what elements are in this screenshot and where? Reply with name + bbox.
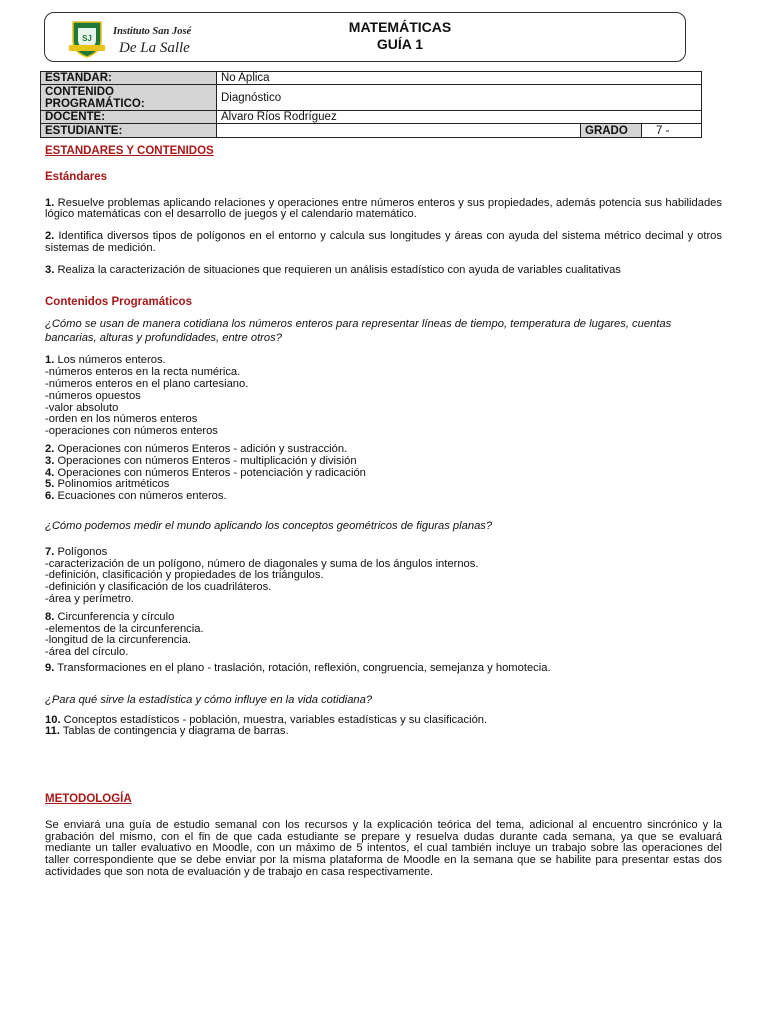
content-sub-item: -números opuestos [45,389,141,402]
student-label: ESTUDIANTE: [41,124,217,138]
content-item-6 [45,491,722,503]
question-statistics: ¿Para qué sirve la estadística y cómo influye en la vida cotidiana? [45,693,373,706]
content-item-5-text: Polinomios aritméticos [54,478,170,491]
content-item-9-text: Transformaciones en el plano - traslación, rotación, reflexión, congruencia, semejanza y homotecia. [54,661,551,674]
content-sub-item: -números enteros en la recta numérica. [45,366,241,379]
logo-text-delasalle: De La Salle [119,40,190,56]
content-item-11 [45,726,722,738]
content-sub-item: -área y perímetro. [45,592,134,605]
content-item-7-text: Polígonos [54,545,108,558]
content-item-4-text: Operaciones con números Enteros - potenciación y radicación [54,466,366,479]
content-sub-item: -elementos de la circunferencia. [45,622,204,635]
svg-text:SJ: SJ [82,34,92,43]
content-item-9 [45,663,722,675]
grade-label: GRADO [581,124,642,138]
content-sub-item: -orden en los números enteros [45,413,198,426]
teacher-value: Alvaro Ríos Rodríguez [217,111,702,124]
content-item-3-number: 3. [45,454,55,467]
content-item-7-number: 7. [45,545,55,558]
content-item-10-text: Conceptos estadísticos - población, muestra, variables estadísticas y su clasificación. [60,713,488,726]
content-item-10-number: 10. [45,713,61,726]
methodology-text: Se enviará una guía de estudio semanal con los recursos y la explicación teórica del tema, adicional al encuentro sincrónico y la grabación del mismo, con el fin de que cada estudiante se prepare y resuelva dudas durante cada semana, ya que se evaluará mediante un taller evaluativo en Moodle, con un máximo de 5 intentos, el cual también incluye un trabajo sobre las operaciones del taller correspondiente que se debe enviar por la misma plataforma de Moodle en la semana que se habilite para presentar estas dos actividades que son nota de evaluación y de trabajo en casa respectivamente. [45,818,722,879]
content-item-11-number: 11. [45,725,60,738]
standard-value: No Aplica [217,72,702,85]
content-item-7 [45,547,722,559]
logo-text-institute: Instituto San José [113,26,192,37]
content-item-8 [45,612,722,624]
standard-3-text: Realiza la caracterización de situaciones que requieren un análisis estadístico con ayuda de variables cualitativas [54,263,621,276]
content-sub-item: -definición y clasificación de los cuadriláteros. [45,581,272,594]
section-title-standards-contents: ESTANDARES Y CONTENIDOS [45,145,214,157]
standard-1 [45,198,722,222]
content-item-3-text: Operaciones con números Enteros - multiplicación y división [54,454,357,467]
content-item-8-number: 8. [45,610,55,623]
content-value: Diagnóstico [217,85,702,111]
content-sub-item: -longitud de la circunferencia. [45,634,192,647]
contents-heading: Contenidos Programáticos [45,295,192,308]
content-sub-item: -números enteros en el plano cartesiano. [45,377,249,390]
content-item-2-number: 2. [45,442,55,455]
content-item-9-number: 9. [45,661,55,674]
standard-2 [45,231,722,255]
content-sub-item: -definición, clasificación y propiedades de los triángulos. [45,569,324,582]
content-item-2-text: Operaciones con números Enteros - adición y sustracción. [54,442,348,455]
content-item-1-number: 1. [45,354,55,367]
standard-2-number: 2. [45,230,55,243]
standards-heading: Estándares [45,170,108,183]
content-item-8-text: Circunferencia y círculo [54,610,175,623]
question-integers: ¿Cómo se usan de manera cotidiana los números enteros para representar líneas de tiempo, temperatura de lugares, cuentas bancarias, alturas y profundidades, entre otros? [45,318,672,344]
content-sub-item: -caracterización de un polígono, número de diagonales y suma de los ángulos internos. [45,557,479,570]
content-label-line1: CONTENIDO [45,85,114,98]
info-table [40,71,702,138]
content-item-4-number: 4. [45,466,55,479]
content-sub-item: -valor absoluto [45,401,119,414]
standard-1-text: Resuelve problemas aplicando relaciones y operaciones entre números enteros y sus propiedades, además potencia sus habilidades lógico matemáticas con el desarrollo de juegos y el calendario matemático. [45,196,722,221]
standard-3 [45,265,722,277]
standard-3-number: 3. [45,263,55,276]
standard-2-text: Identifica diversos tipos de polígonos en el entorno y calcula sus longitudes y áreas con ayuda del sistema métrico decimal y otros sistemas de medición. [45,230,722,254]
content-item-1-text: Los números enteros. [54,354,166,367]
teacher-label: DOCENTE: [41,111,217,124]
grade-value: 7 - [642,124,702,138]
content-item-5-number: 5. [45,478,55,491]
content-sub-item: -área del círculo. [45,646,129,659]
content-label [41,85,217,111]
subject-title: MATEMÁTICAS [348,19,452,35]
standard-label: ESTANDAR: [41,72,217,85]
content-sub-item: -operaciones con números enteros [45,425,218,438]
methodology-title: METODOLOGÍA [45,793,132,806]
content-item-6-text: Ecuaciones con números enteros. [54,490,227,503]
standard-1-number: 1. [45,196,55,209]
question-geometry: ¿Cómo podemos medir el mundo aplicando los conceptos geométricos de figuras planas? [45,519,493,532]
content-item-11-text: Tablas de contingencia y diagrama de barras. [59,725,289,738]
student-value[interactable] [217,124,581,138]
guide-title: GUÍA 1 [376,36,424,52]
school-logo [67,19,229,59]
document-body [45,146,722,879]
content-label-line2: PROGRAMÁTICO: [45,97,145,110]
document-header [44,12,686,62]
content-item-6-number: 6. [45,490,55,503]
